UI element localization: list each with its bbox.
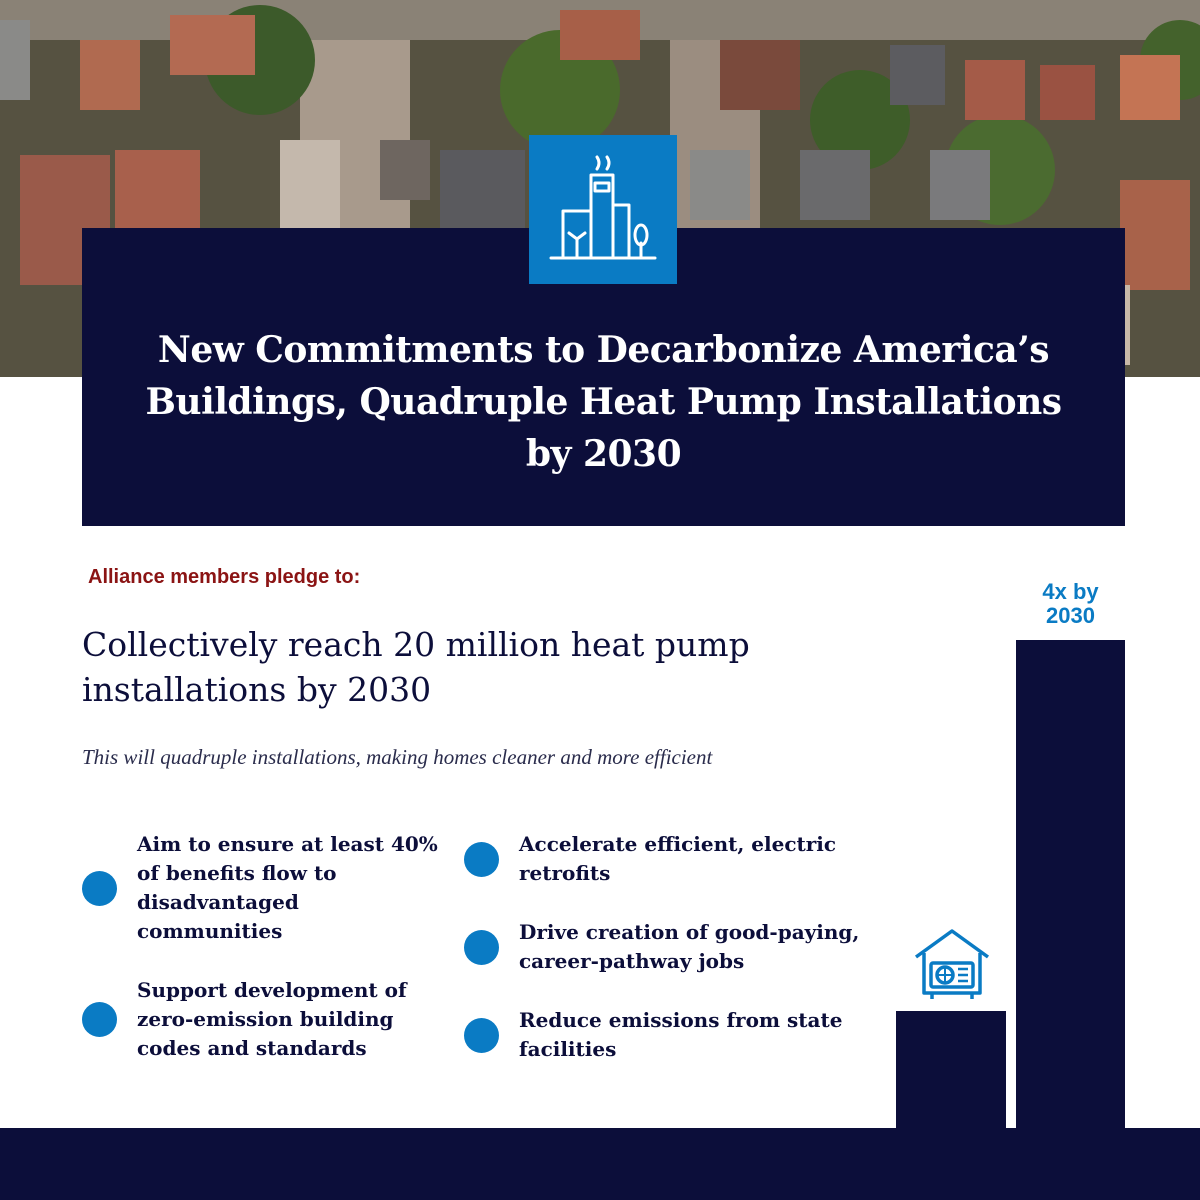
- page-title: New Commitments to Decarbonize America’s Buildings, Quadruple Heat Pump Installations by 2030: [145, 329, 1062, 475]
- bullet-item: [464, 918, 864, 976]
- bullet-dot-icon: [464, 842, 499, 877]
- big-bar-label: 4x by 2030: [1042, 579, 1099, 628]
- pledge-label: Alliance members pledge to:: [88, 566, 361, 588]
- bullet-item: [464, 830, 864, 888]
- heat-pump-house-icon: [912, 927, 992, 1010]
- bullet-text: Aim to ensure at least 40% of benefits flow to disadvantaged communities: [137, 832, 438, 943]
- bullet-item: [82, 976, 442, 1063]
- bullet-text: Accelerate efficient, electric retrofits: [519, 832, 837, 885]
- headline: Collectively reach 20 million heat pump installations by 2030: [82, 625, 750, 709]
- bullet-text: Drive creation of good-paying, career-pathway jobs: [519, 920, 860, 973]
- big-bar: [1016, 640, 1125, 1150]
- building-decarbonize-icon: [529, 135, 677, 284]
- bullet-text: Support development of zero-emission building codes and standards: [137, 978, 407, 1060]
- bullet-dot-icon: [82, 871, 117, 906]
- bullet-text: Reduce emissions from state facilities: [519, 1008, 843, 1061]
- bullet-dot-icon: [82, 1002, 117, 1037]
- subline: This will quadruple installations, making homes cleaner and more efficient: [82, 745, 713, 769]
- footer-band: [0, 1128, 1200, 1200]
- bullet-item: [464, 1006, 864, 1064]
- bullet-dot-icon: [464, 1018, 499, 1053]
- bullet-dot-icon: [464, 930, 499, 965]
- bullet-item: [82, 830, 442, 946]
